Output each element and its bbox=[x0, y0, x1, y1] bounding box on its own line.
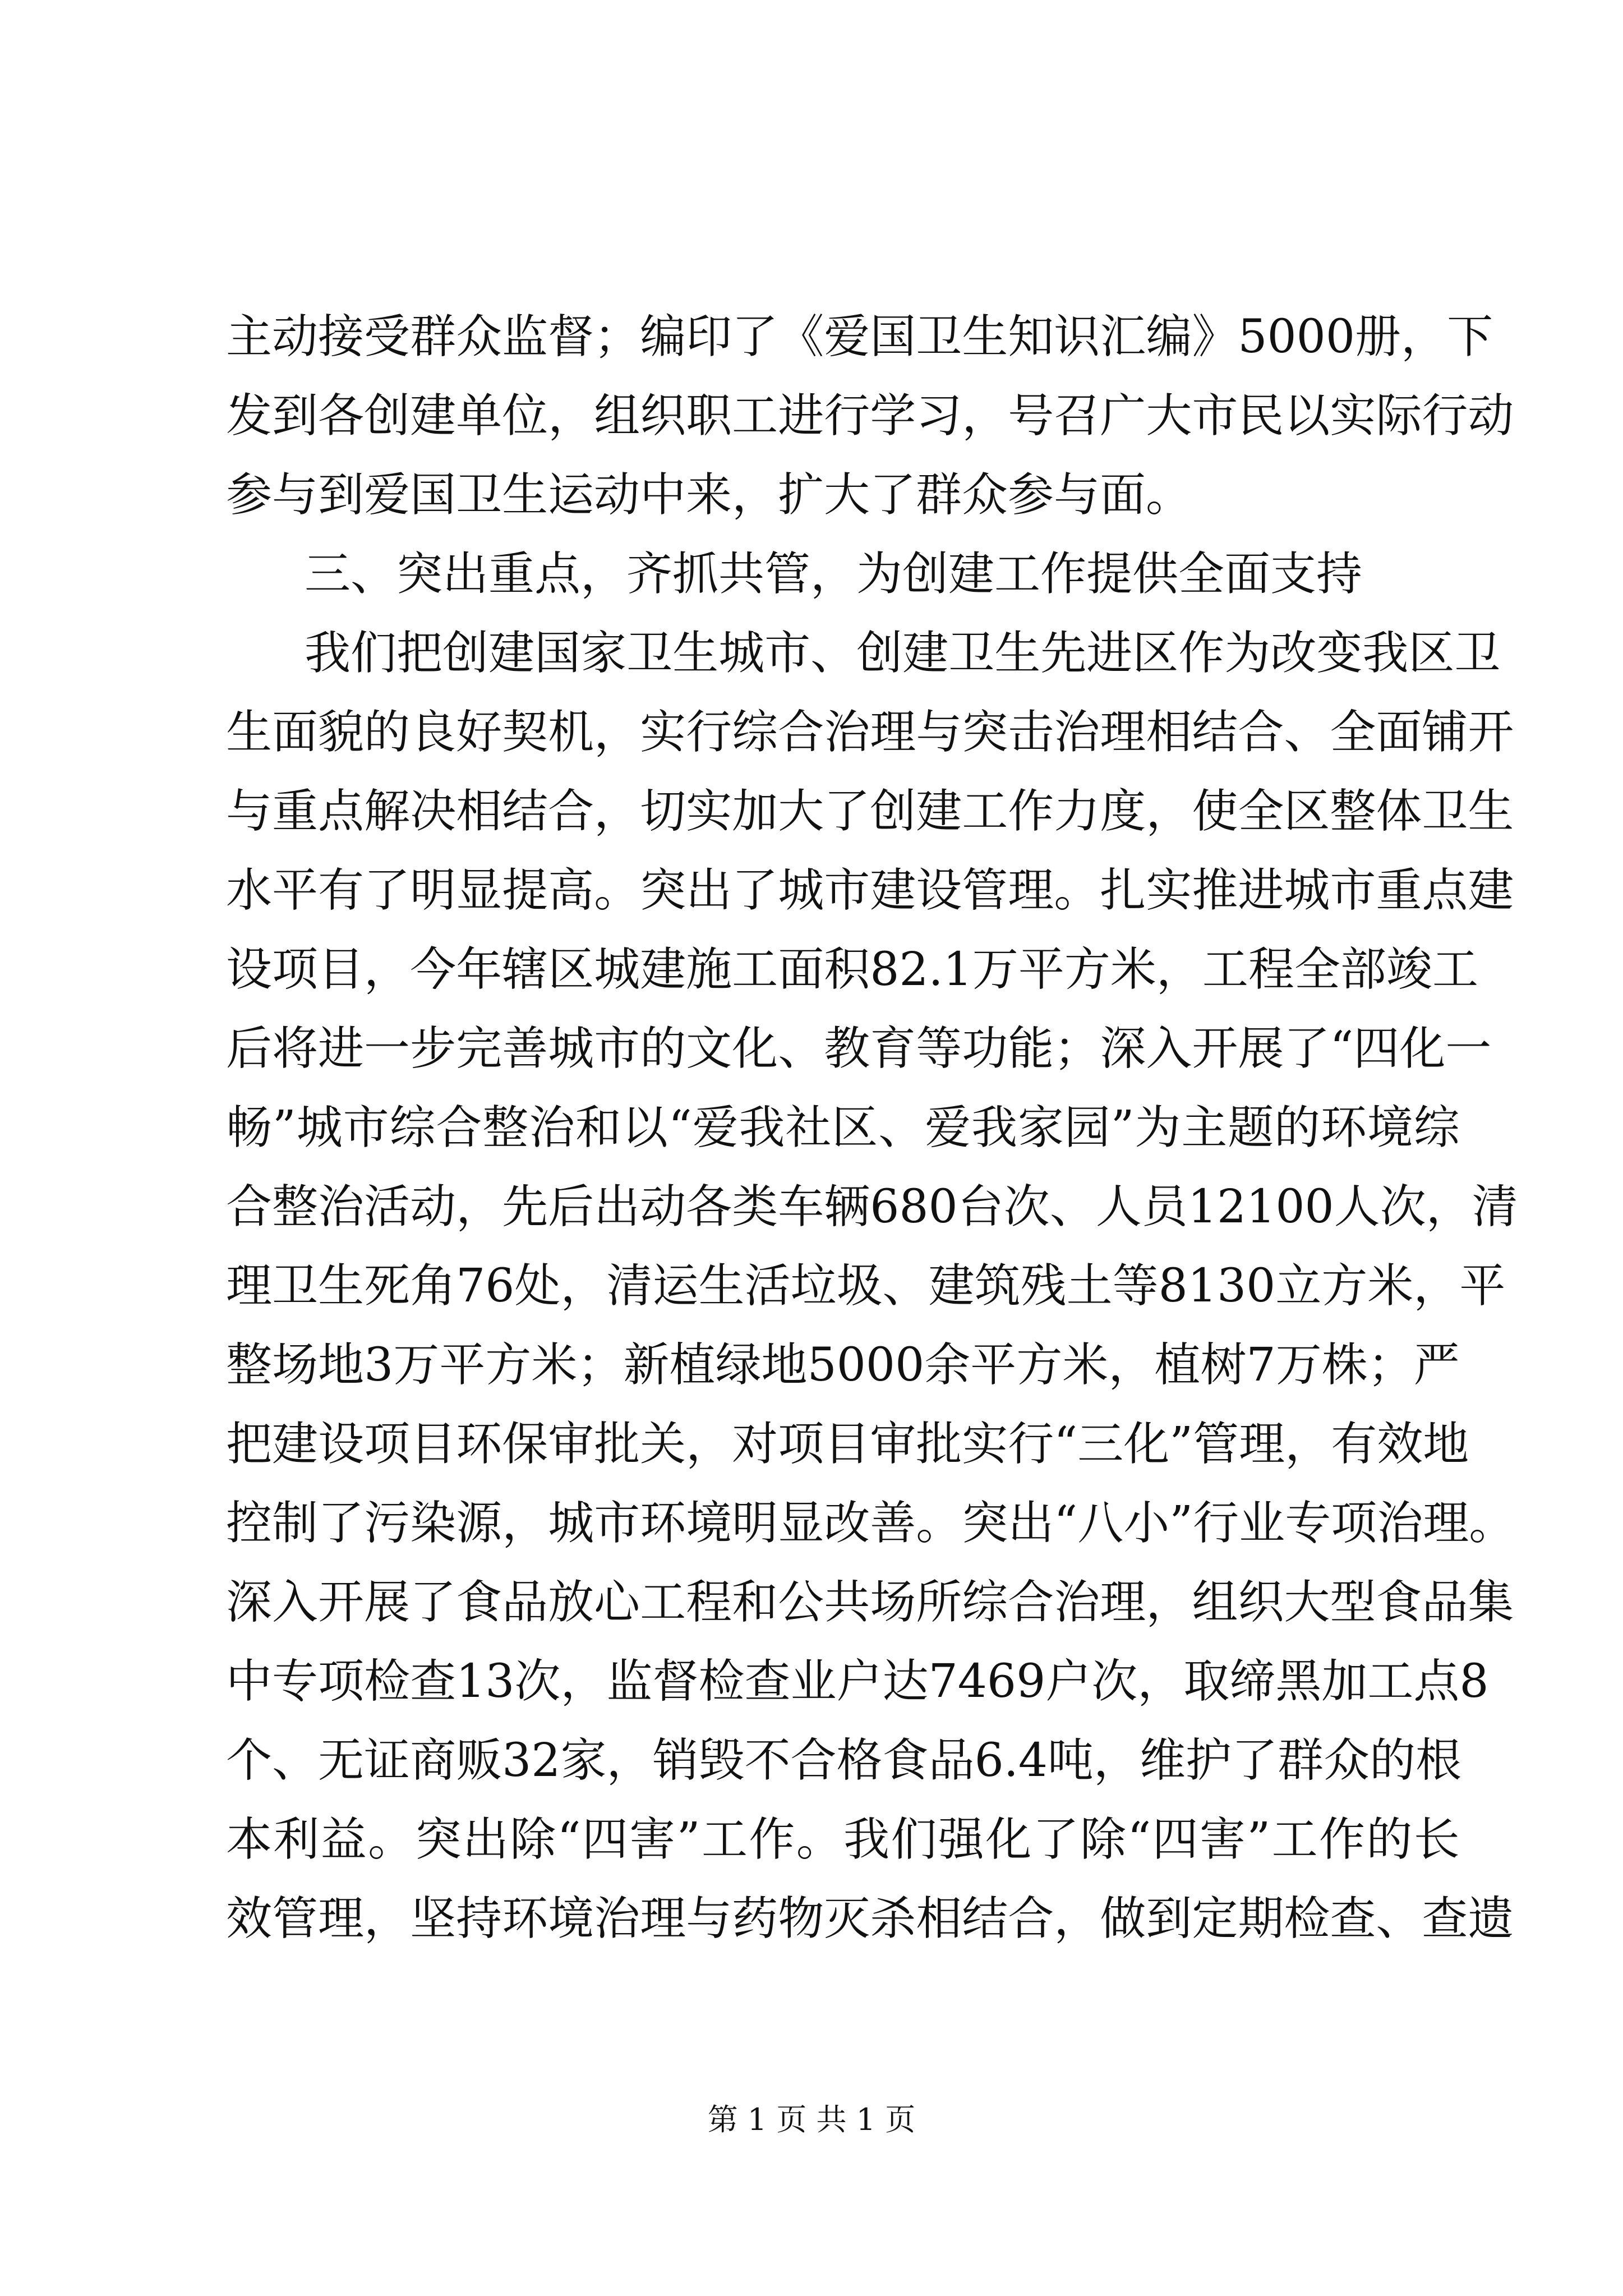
text-line: 水 平 有 了 明 显 提 高 。 突 出 了 城 市 建 设 管 理 。 扎 实 推 进 城 市 重 点 建 bbox=[226, 864, 1514, 917]
text-line: 效 管 理 ， 坚 持 环 境 治 理 与 药 物 灭 杀 相 结 合 ， 做 到 定 期 检 查 、 查 遗 bbox=[226, 1892, 1514, 1945]
text-line: 整 场 地 3 万 平 方 米 ； 新 植 绿 地 5000 余 平 方 米 ， 植 树 7 万 株 ； 严 bbox=[226, 1338, 1460, 1392]
text-line: 发 到 各 创 建 单 位 ， 组 织 职 工 进 行 学 习 ， 号 召 广 大 市 民 以 实 际 行 动 bbox=[226, 389, 1514, 443]
text-line: 理 卫 生 死 角 76 处 ， 清 运 生 活 垃 圾 、 建 筑 残 土 等 8130 立 方 米 ， 平 bbox=[226, 1259, 1506, 1313]
text-line: 控 制 了 污 染 源 ， 城 市 环 境 明 显 改 善 。 突 出 “ 八 小 ” 行 业 专 项 治 理 。 bbox=[226, 1497, 1515, 1550]
text-line: 合 整 治 活 动 ， 先 后 出 动 各 类 车 辆 680 台 次 、 人 员 12100 人 次 ， 清 bbox=[226, 1180, 1518, 1234]
page-footer: 第 1 页 共 1 页 bbox=[707, 2102, 916, 2137]
text-line: 个 、 无 证 商 贩 32 家 ， 销 毁 不 合 格 食 品 6.4 吨 ， 维 护 了 群 众 的 根 bbox=[226, 1734, 1462, 1787]
section-heading: 三、突出重点，齐抓共管，为创建工作提供全面支持 bbox=[305, 547, 1363, 601]
text-line: 主 动 接 受 群 众 监 督 ； 编 印 了 《 爱 国 卫 生 知 识 汇 编 》 5000 册 ， 下 bbox=[226, 310, 1493, 364]
text-line: 畅 ” 城 市 综 合 整 治 和 以 “ 爱 我 社 区 、 爱 我 家 园 ” 为 主 题 的 环 境 综 bbox=[226, 1101, 1460, 1154]
text-line: 中 专 项 检 查 13 次 ， 监 督 检 查 业 户 达 7469 户 次 ， 取 缔 黑 加 工 点 8 bbox=[226, 1655, 1489, 1708]
text-line: 我 们 把 创 建 国 家 卫 生 城 市 、 创 建 卫 生 先 进 区 作 为 改 变 我 区 卫 bbox=[305, 627, 1501, 680]
text-line: 本 利 益 。 突 出 除 “ 四 害 ” 工 作 。 我 们 强 化 了 除 “ 四 害 ” 工 作 的 长 bbox=[226, 1813, 1460, 1866]
text-line: 生 面 貌 的 良 好 契 机 ， 实 行 综 合 治 理 与 突 击 治 理 相 结 合 、 全 面 铺 开 bbox=[226, 706, 1514, 759]
text-line: 设 项 目 ， 今 年 辖 区 城 建 施 工 面 积 82.1 万 平 方 米 ， 工 程 全 部 竣 工 bbox=[226, 943, 1478, 996]
text-line: 与 重 点 解 决 相 结 合 ， 切 实 加 大 了 创 建 工 作 力 度 ， 使 全 区 整 体 卫 生 bbox=[226, 785, 1514, 838]
text-line: 深 入 开 展 了 食 品 放 心 工 程 和 公 共 场 所 综 合 治 理 ， 组 织 大 型 食 品 集 bbox=[226, 1576, 1514, 1629]
text-line: 后 将 进 一 步 完 善 城 市 的 文 化 、 教 育 等 功 能 ； 深 入 开 展 了 “ 四 化 一 bbox=[226, 1022, 1492, 1075]
text-line: 把 建 设 项 目 环 保 审 批 关 ， 对 项 目 审 批 实 行 “ 三 化 ” 管 理 ， 有 效 地 bbox=[226, 1418, 1469, 1471]
text-line: 参与到爱国卫生运动中来，扩大了群众参与面。 bbox=[226, 468, 1192, 522]
